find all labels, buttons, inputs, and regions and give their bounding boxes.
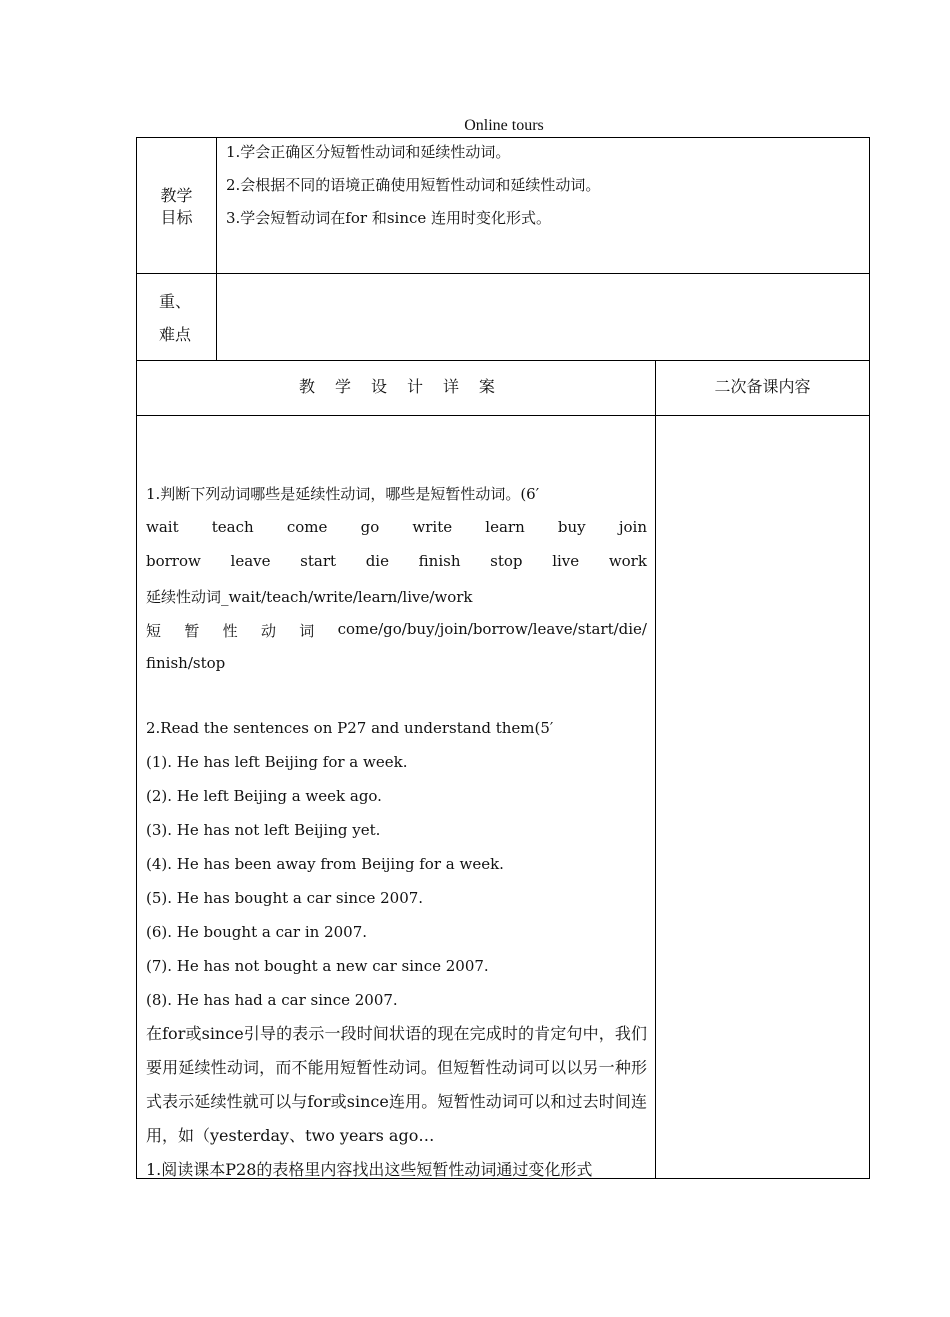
verb: wait (146, 518, 179, 536)
verb: learn (485, 518, 525, 536)
verb: buy (557, 518, 586, 536)
verb-row-2 (146, 552, 647, 570)
momentary-value: come/go/buy/join/borrow/leave/start/die/ (337, 620, 647, 638)
verb: finish (418, 552, 461, 570)
verb: start (300, 552, 337, 570)
keypoints-label-line2: 难点 (159, 325, 192, 344)
verb: live (552, 552, 580, 570)
design-title-char: 教 (299, 377, 316, 396)
durative-answer: 延续性动词_wait/teach/write/learn/live/work (146, 588, 473, 606)
sentence: (4). He has been away from Beijing for a week. (146, 855, 504, 873)
second-prep-body-cell (655, 415, 870, 1179)
keypoints-label-line1: 重、 (159, 292, 192, 311)
keypoints-label-cell (136, 273, 217, 361)
task-line: 1.阅读课本P28的表格里内容找出这些短暂性动词通过变化形式 (146, 1160, 593, 1179)
goals-label-line1: 教学 (160, 186, 193, 205)
exercise2-question: 2.Read the sentences on P27 and understand them(5′ (146, 719, 554, 737)
sentence: (7). He has not bought a new car since 2007. (146, 957, 489, 975)
verb: write (412, 518, 453, 536)
keypoints-content-cell (216, 273, 870, 361)
goal-item-3: 3.学会短暂动词在for 和since 连用时变化形式。 (226, 209, 552, 227)
sentence: (1). He has left Beijing for a week. (146, 753, 408, 771)
verb: join (618, 518, 647, 536)
verb: go (360, 518, 380, 536)
momentary-label-char: 短 (146, 622, 162, 640)
goal-item-2: 2.会根据不同的语境正确使用短暂性动词和延续性动词。 (226, 176, 601, 194)
momentary-label-char: 词 (299, 622, 315, 640)
momentary-label-char: 动 (260, 622, 276, 640)
design-title-char: 详 (442, 377, 459, 396)
verb: stop (490, 552, 523, 570)
sentence: (6). He bought a car in 2007. (146, 923, 368, 941)
verb: leave (230, 552, 271, 570)
verb: borrow (146, 552, 201, 570)
design-title-char: 学 (334, 377, 351, 396)
verb: teach (211, 518, 254, 536)
sentence: (5). He has bought a car since 2007. (146, 889, 424, 907)
goal-item-1: 1.学会正确区分短暂性动词和延续性动词。 (226, 143, 511, 161)
goals-label-cell (136, 137, 217, 274)
design-title-char: 案 (478, 377, 495, 396)
goals-label-line2: 目标 (160, 208, 193, 227)
design-title-char: 设 (370, 377, 387, 396)
second-prep-title: 二次备课内容 (714, 377, 811, 396)
explanation-paragraph: 在for或since引导的表示一段时间状语的现在完成时的肯定句中，我们要用延续性动词，而不能用短暂性动词。但短暂性动词可以以另一种形式表示延续性就可以与for或since连用。短暂性动词可以和过去时间连用，如（yesterday、two years ago… (146, 1024, 647, 1145)
momentary-label-char: 暂 (184, 622, 200, 640)
design-title-char: 计 (406, 377, 423, 396)
verb: die (365, 552, 389, 570)
momentary-label-char: 性 (222, 622, 238, 640)
verb-row-1 (146, 518, 647, 536)
verb: work (608, 552, 647, 570)
sentence: (8). He has had a car since 2007. (146, 991, 398, 1009)
sentence: (3). He has not left Beijing yet. (146, 821, 381, 839)
document-title: Online tours (464, 117, 544, 134)
sentence: (2). He left Beijing a week ago. (146, 787, 382, 805)
verb: come (286, 518, 328, 536)
momentary-answer-cont: finish/stop (146, 654, 226, 672)
exercise1-question: 1.判断下列动词哪些是延续性动词，哪些是短暂性动词。(6′ (146, 485, 540, 503)
design-title (299, 374, 495, 397)
momentary-answer (146, 620, 647, 641)
